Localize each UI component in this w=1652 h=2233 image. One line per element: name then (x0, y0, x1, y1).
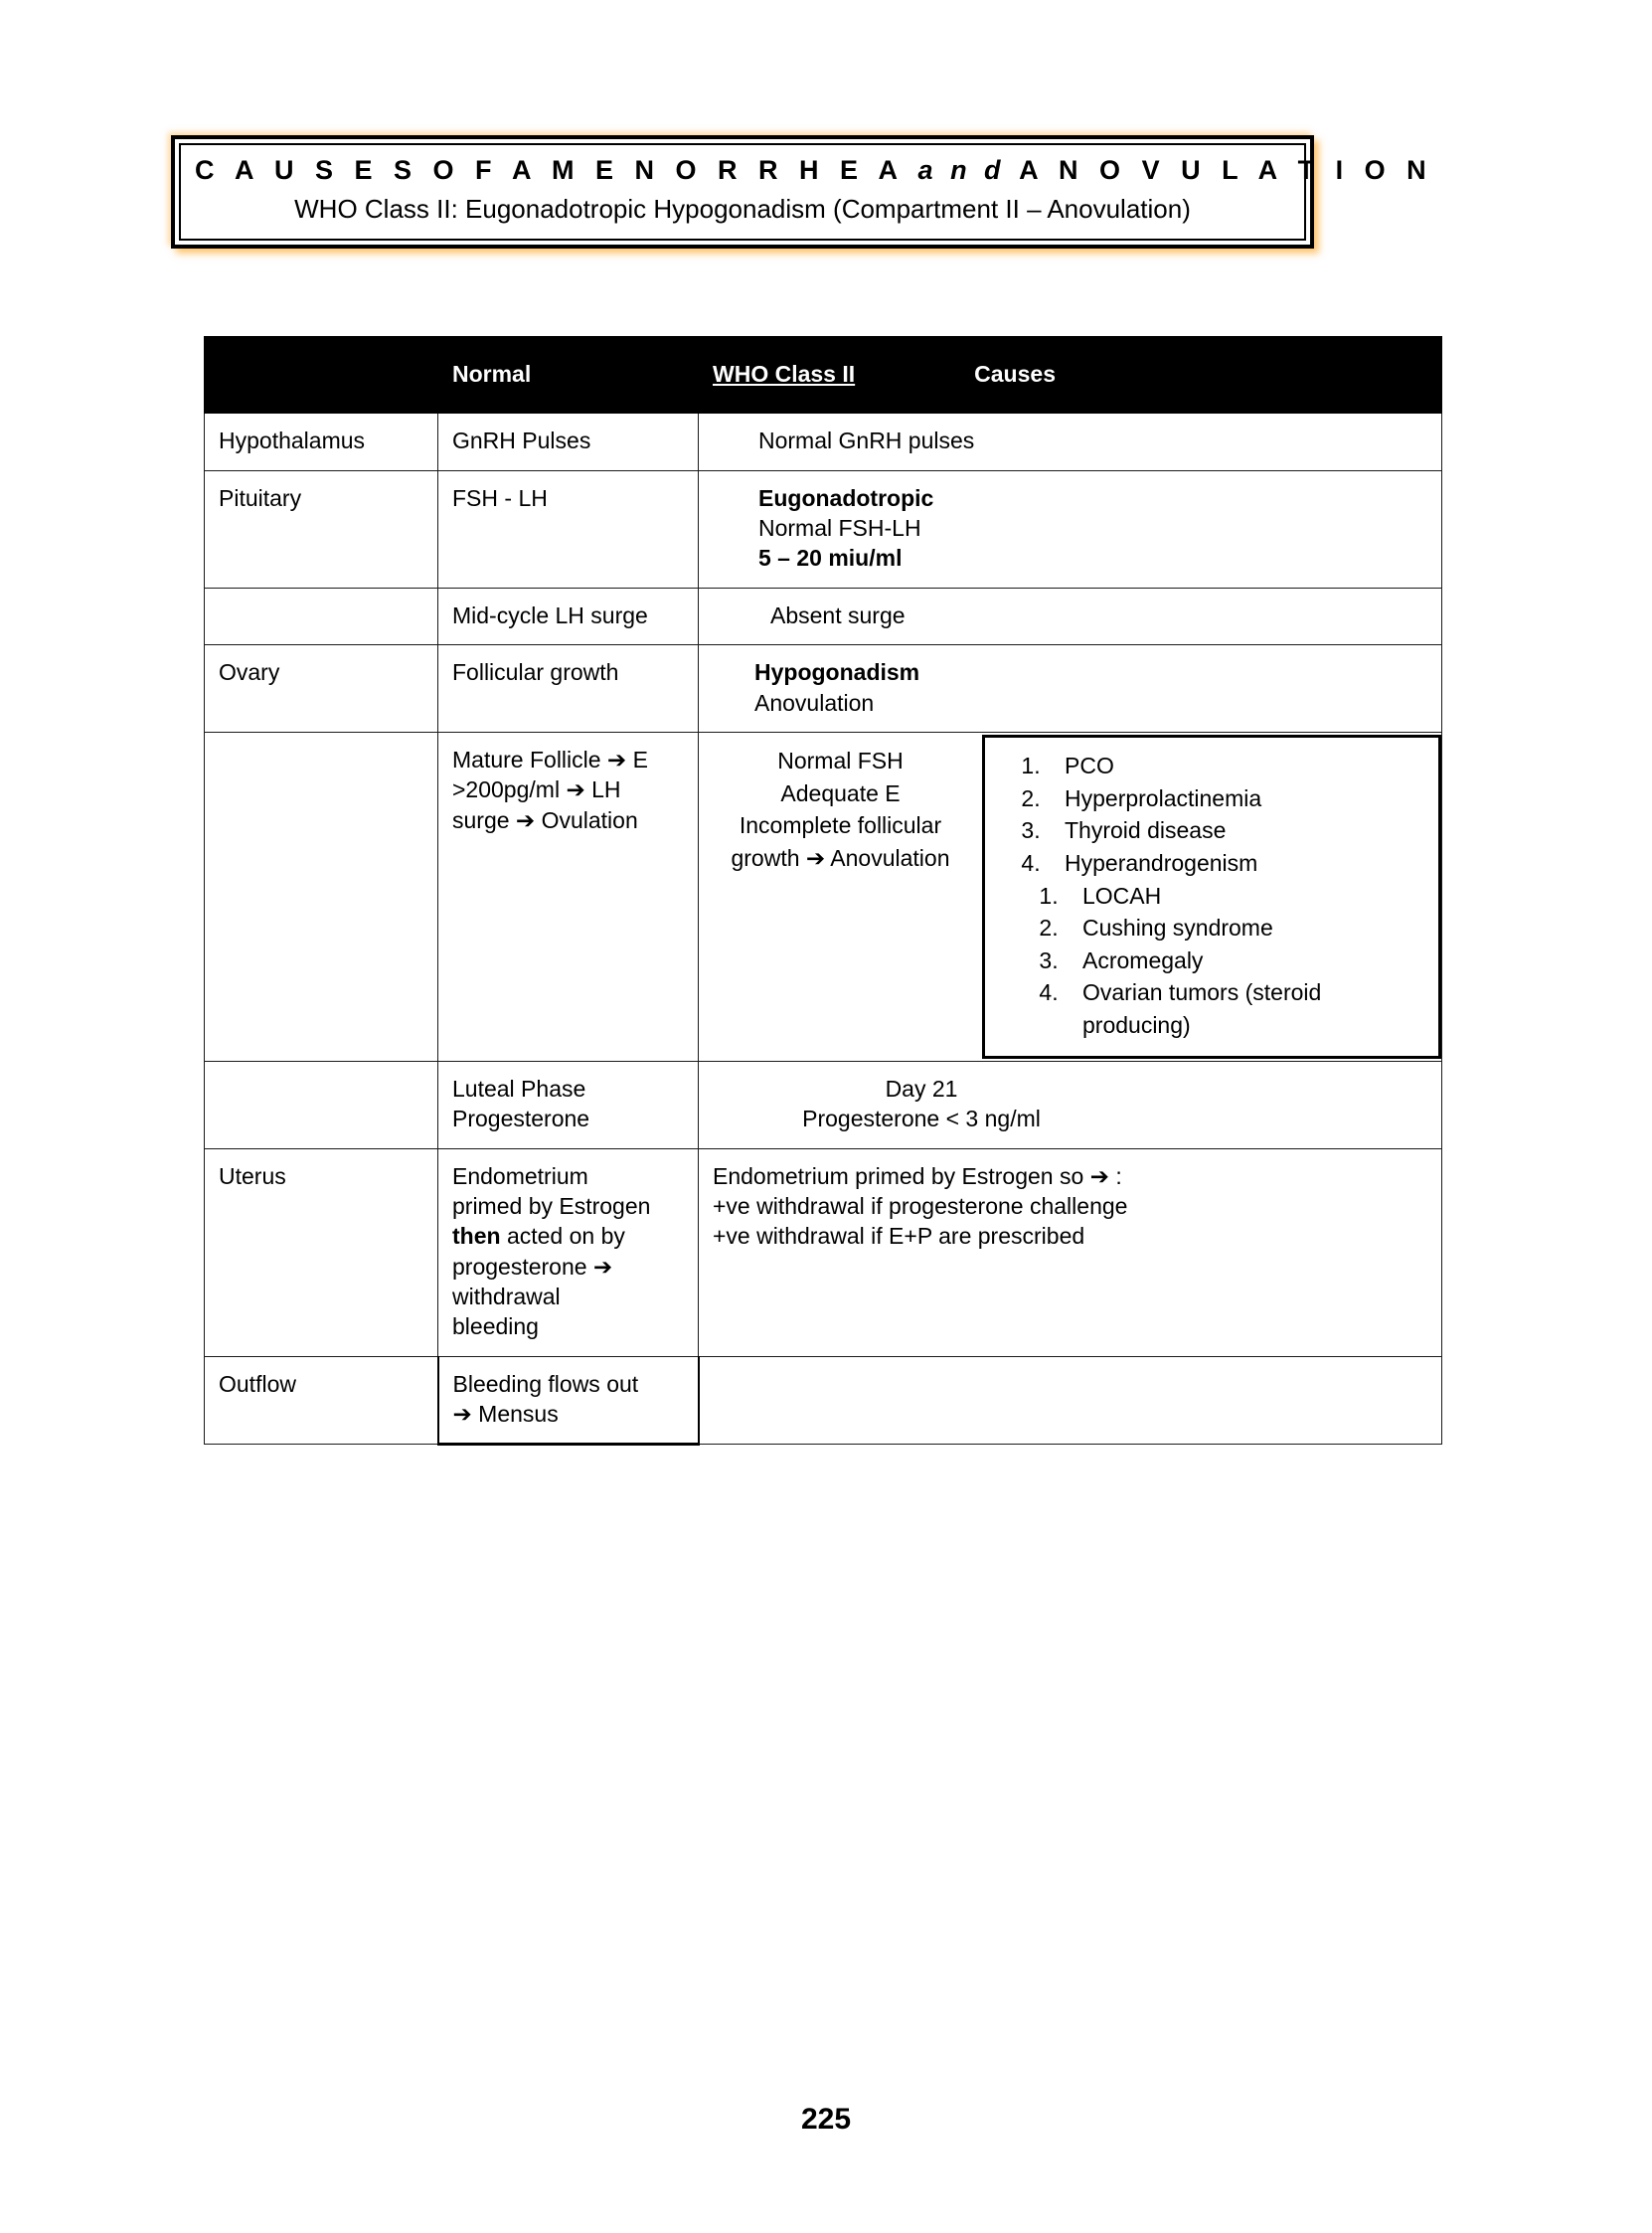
header-label-causes: Causes (974, 361, 1056, 387)
header-cell-normal: Normal (438, 337, 699, 414)
list-item: 2. Hyperprolactinemia (1047, 782, 1424, 815)
who-anovulation-block (699, 733, 982, 1061)
normal-follicle-line3: surge ➔ Ovulation (452, 806, 638, 833)
who-uterus-line1: Endometrium primed by Estrogen so ➔ : (713, 1162, 1122, 1189)
list-item: 1. LOCAH (1065, 880, 1424, 913)
cell-normal-uterus (438, 1148, 699, 1356)
normal-follicle-line1: Mature Follicle ➔ E (452, 746, 648, 773)
normal-luteal-line1: Luteal Phase (452, 1075, 586, 1102)
who-anov-line4: growth ➔ Anovulation (731, 844, 950, 871)
normal-uterus-line3 (452, 1221, 684, 1251)
split-wrapper (699, 733, 1441, 1061)
table-row (205, 470, 1442, 588)
cell-normal-outflow (438, 1356, 699, 1445)
cell-compartment-outflow: Outflow (205, 1356, 438, 1445)
title-part-2: A N O V U L A T I O N (1019, 155, 1433, 185)
cell-compartment-blank-3 (205, 1061, 438, 1148)
who-anov-line1: Normal FSH (777, 747, 904, 773)
list-item: 3. Thyroid disease (1047, 814, 1424, 847)
header-label-who-class-2: WHO Class II (713, 361, 856, 387)
causes-list (1003, 750, 1424, 880)
table-row (205, 732, 1442, 1061)
title-italic-and: a n d (917, 155, 1006, 185)
who-pituitary-line3: 5 – 20 miu/ml (758, 545, 903, 572)
who-pituitary-line2: Normal FSH-LH (758, 515, 921, 542)
header-cell-compartment (205, 337, 438, 414)
page-title (195, 155, 1433, 186)
who-pituitary-line1: Eugonadotropic (758, 484, 934, 511)
who-anov-line3: Incomplete follicular (739, 812, 942, 839)
cell-compartment-uterus: Uterus (205, 1148, 438, 1356)
cell-who-ovary (699, 645, 1442, 733)
who-ovary-line2: Anovulation (754, 689, 875, 716)
causes-box (982, 735, 1441, 1059)
list-item: 2. Cushing syndrome (1065, 912, 1424, 945)
cell-normal-hypothalamus: GnRH Pulses (438, 414, 699, 470)
who-luteal-line2: Progesterone < 3 ng/ml (802, 1106, 1041, 1132)
who-luteal-line1: Day 21 (885, 1075, 958, 1102)
normal-uterus-line1: Endometrium (452, 1162, 588, 1189)
cell-who-luteal (699, 1061, 1442, 1148)
who-uterus-line3: +ve withdrawal if E+P are prescribed (713, 1223, 1085, 1250)
normal-follicle-line2: >200pg/ml ➔ LH (452, 776, 621, 803)
normal-uterus-line6: bleeding (452, 1313, 539, 1340)
table-row (205, 645, 1442, 733)
who-ovary-line1: Hypogonadism (754, 659, 920, 686)
hyperandrogenism-sublist (1003, 880, 1424, 1042)
who-anov-line2: Adequate E (780, 779, 901, 806)
table-row (205, 414, 1442, 470)
list-item: 1. PCO (1047, 750, 1424, 782)
cell-normal-mature-follicle (438, 732, 699, 1061)
normal-uterus-line3-rest: acted on by (500, 1223, 625, 1250)
title-inner-border (179, 143, 1433, 241)
normal-outflow-line2: ➔ Mensus (452, 1401, 559, 1428)
cell-normal-ovary: Follicular growth (438, 645, 699, 733)
list-item: 4. Ovarian tumors (steroid producing) (1065, 976, 1424, 1041)
who-uterus-line2: +ve withdrawal if progesterone challenge (713, 1192, 1128, 1219)
page-number: 225 (800, 2103, 852, 2136)
list-item: 4. Hyperandrogenism (1047, 847, 1424, 880)
cell-compartment-hypothalamus: Hypothalamus (205, 414, 438, 470)
table-row (205, 1061, 1442, 1148)
cell-compartment-ovary: Ovary (205, 645, 438, 733)
header-cell-who-causes (699, 337, 1442, 414)
normal-uterus-then: then (452, 1223, 501, 1250)
who-class-2-table (204, 336, 1442, 1446)
cell-who-pituitary (699, 470, 1442, 588)
cell-who-lh-surge: Absent surge (699, 588, 1442, 644)
title-part-1: C A U S E S O F A M E N O R R H E A (195, 155, 905, 185)
cell-compartment-pituitary: Pituitary (205, 470, 438, 588)
cell-who-outflow (699, 1356, 1442, 1445)
cell-normal-luteal (438, 1061, 699, 1148)
normal-luteal-line2: Progesterone (452, 1106, 590, 1132)
cell-who-hypothalamus: Normal GnRH pulses (699, 414, 1442, 470)
normal-uterus-line4: progesterone ➔ (452, 1253, 613, 1280)
cell-who-and-causes (699, 732, 1442, 1061)
list-item: 3. Acromegaly (1065, 945, 1424, 977)
table-row (205, 1356, 1442, 1445)
cell-compartment-blank-1 (205, 588, 438, 644)
normal-outflow-line1: Bleeding flows out (452, 1370, 639, 1397)
cell-normal-lh-surge: Mid-cycle LH surge (438, 588, 699, 644)
cell-compartment-blank-2 (205, 732, 438, 1061)
table-row (205, 1148, 1442, 1356)
cell-normal-pituitary: FSH - LH (438, 470, 699, 588)
normal-uterus-line5: withdrawal (452, 1283, 561, 1309)
cell-who-uterus (699, 1148, 1442, 1356)
page-subtitle: WHO Class II: Eugonadotropic Hypogonadism (Compartment II – Anovulation) (294, 194, 1191, 224)
normal-uterus-line2: primed by Estrogen (452, 1192, 651, 1219)
table-header-row (205, 337, 1442, 414)
title-banner (171, 135, 1433, 249)
table-row (205, 588, 1442, 644)
